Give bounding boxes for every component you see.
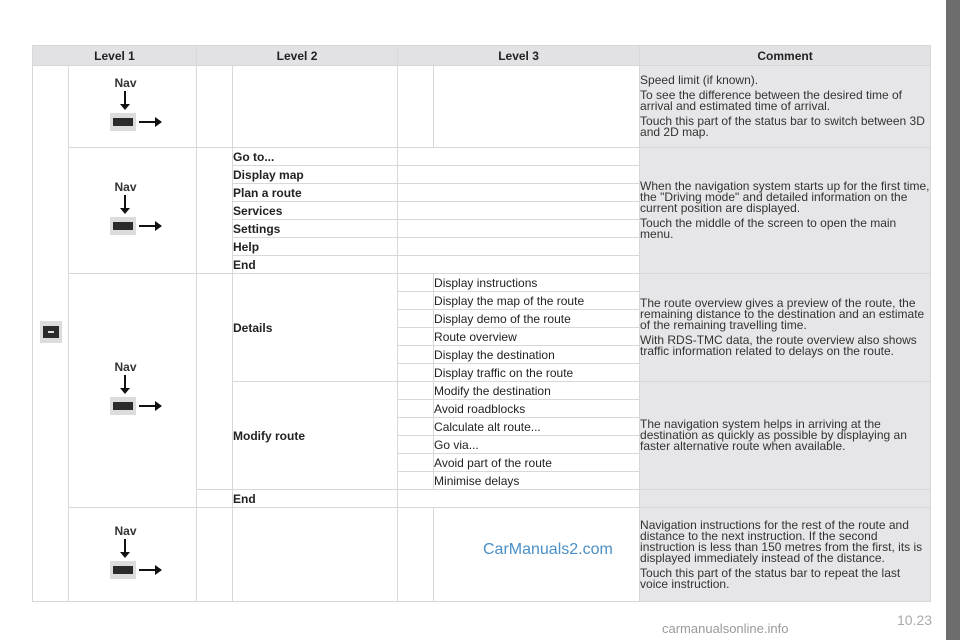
right-arrow-icon <box>139 121 157 123</box>
instructions-comment: Navigation instructions for the rest of the route and distance to the next instruction. If the second instruction is less than 150 metres from the first, its is displayed immediately instead of the distance. Touch this part of the status bar to repeat the last voice instruction. <box>640 508 931 602</box>
route-row <box>33 274 931 292</box>
nav-screen-icon <box>110 561 136 579</box>
right-arrow-icon <box>139 225 157 227</box>
instructions-nav-cell <box>69 508 197 602</box>
header-row <box>33 46 931 66</box>
instructions-row <box>33 508 931 602</box>
watermark: CarManuals2.com <box>483 541 613 558</box>
details-item[interactable]: Display instructions <box>434 274 640 292</box>
menu-item-go-to[interactable]: Go to... <box>233 148 398 166</box>
route-end-label[interactable]: End <box>233 490 398 508</box>
page-number: 10.23 <box>897 612 933 628</box>
nav-button[interactable] <box>102 76 164 134</box>
level1-cell <box>33 66 69 602</box>
header-level-3: Level 3 <box>398 46 640 66</box>
status-nav-cell <box>69 66 197 148</box>
modify-item[interactable]: Avoid part of the route <box>434 454 640 472</box>
header-level-2: Level 2 <box>197 46 398 66</box>
modify-route-label[interactable]: Modify route <box>233 382 398 490</box>
details-item[interactable]: Display demo of the route <box>434 310 640 328</box>
header-comment: Comment <box>640 46 931 66</box>
down-arrow-icon <box>124 195 126 209</box>
status-comment: Speed limit (if known). To see the difference between the desired time of arrival and estimated time of arrival. Touch this part of the status bar to switch between 3D and 2D map. <box>640 66 931 148</box>
details-comment: The route overview gives a preview of the route, the remaining distance to the destination and an estimate of the remaining travelling time. With RDS-TMC data, the route overview also shows traffic information related to delays on the route. <box>640 274 931 382</box>
down-arrow-icon <box>124 375 126 389</box>
modify-item[interactable]: Avoid roadblocks <box>434 400 640 418</box>
nav-label: Nav <box>114 180 137 194</box>
details-item[interactable]: Display the destination <box>434 346 640 364</box>
modify-comment: The navigation system helps in arriving at the destination as quickly as possible by displaying an faster alternative route when available. <box>640 382 931 490</box>
menu-item-services[interactable]: Services <box>233 202 398 220</box>
main-menu-nav-cell <box>69 148 197 274</box>
details-item[interactable]: Route overview <box>434 328 640 346</box>
details-item[interactable]: Display traffic on the route <box>434 364 640 382</box>
details-label[interactable]: Details <box>233 274 398 382</box>
menu-item-end[interactable]: End <box>233 256 398 274</box>
modify-item[interactable]: Modify the destination <box>434 382 640 400</box>
right-arrow-icon <box>139 405 157 407</box>
down-arrow-icon <box>124 539 126 553</box>
menu-row <box>33 148 931 166</box>
menu-item-plan-route[interactable]: Plan a route <box>233 184 398 202</box>
nav-label: Nav <box>114 524 137 538</box>
nav-label: Nav <box>114 76 137 90</box>
menu-item-display-map[interactable]: Display map <box>233 166 398 184</box>
nav-button[interactable] <box>102 180 164 238</box>
menu-item-settings[interactable]: Settings <box>233 220 398 238</box>
menu-table <box>32 45 931 602</box>
nav-button[interactable] <box>102 524 164 582</box>
main-menu-comment: When the navigation system starts up for the first time, the "Driving mode" and detailed information on the current position are displayed. Touch the middle of the screen to open the main menu. <box>640 148 931 274</box>
details-item[interactable]: Display the map of the route <box>434 292 640 310</box>
multimedia-device-icon <box>40 321 62 343</box>
modify-item[interactable]: Minimise delays <box>434 472 640 490</box>
nav-screen-icon <box>110 113 136 131</box>
nav-label: Nav <box>114 360 137 374</box>
right-arrow-icon <box>139 569 157 571</box>
modify-item[interactable]: Go via... <box>434 436 640 454</box>
menu-item-help[interactable]: Help <box>233 238 398 256</box>
nav-screen-icon <box>110 397 136 415</box>
down-arrow-icon <box>124 91 126 105</box>
footer-watermark: carmanualsonline.info <box>662 621 789 636</box>
status-row <box>33 66 931 148</box>
nav-button[interactable] <box>102 360 164 418</box>
modify-item[interactable]: Calculate alt route... <box>434 418 640 436</box>
right-edge-bar <box>946 0 960 640</box>
route-nav-cell <box>69 274 197 508</box>
nav-screen-icon <box>110 217 136 235</box>
header-level-1: Level 1 <box>33 46 197 66</box>
